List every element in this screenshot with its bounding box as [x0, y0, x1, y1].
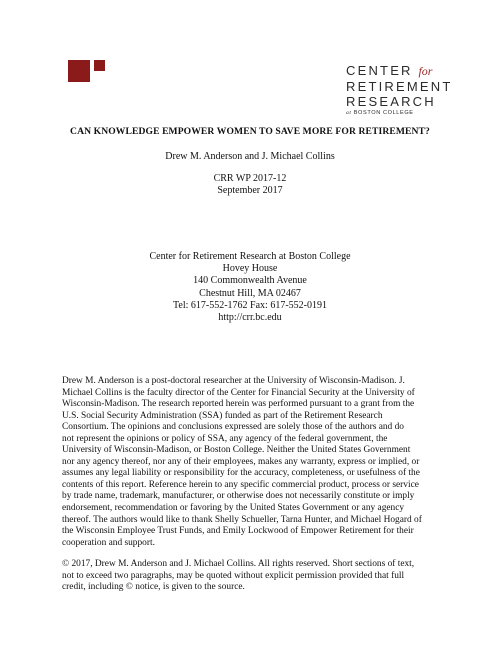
logo-squares [68, 58, 108, 82]
address-url: http://crr.bc.edu [218, 312, 282, 324]
address-line: 140 Commonwealth Avenue [193, 275, 307, 287]
paragraph-line: thereof. The authors would like to thank Shelly Schueller, Tarna Hunter, and Michael Hogard of [62, 514, 422, 525]
copyright-paragraph [62, 559, 442, 594]
logo-subline: at BOSTON COLLEGE [346, 110, 414, 116]
logo-square-small [94, 60, 105, 71]
crr-logo [346, 63, 453, 117]
paragraph-line: Michael Collins is the faculty director of the Center for Financial Security at the University of [62, 387, 415, 398]
paragraph-line: endorsement, recommendation or favoring by the United States Government or any agency [62, 503, 405, 514]
address-phone-fax: Tel: 617-552-1762 Fax: 617-552-0191 [172, 299, 327, 311]
working-paper-number: CRR WP 2017-12 [213, 173, 287, 184]
paragraph-line: Consortium. The opinions and conclusions expressed are solely those of the authors and do [62, 422, 404, 433]
paragraph-line: contents of this report. Reference herein to any specific commercial product, process or service [62, 479, 419, 490]
paragraph-line: the Wisconsin Employee Trust Funds, and Emily Lockwood of Empower Retirement for their [62, 526, 414, 537]
logo-square-large [68, 60, 90, 82]
paragraph-line: Wisconsin-Madison. The research reported herein was performed pursuant to a grant from the [62, 399, 415, 410]
paragraph-line: nor any agency thereof, nor any of their employees, makes any warranty, express or implied, or [62, 456, 420, 467]
paragraph-line: not represent the opinions or policy of SSA, any agency of the federal government, the [62, 433, 388, 444]
paragraph-line: University of Wisconsin-Madison, or Boston College. Neither the United States Government [62, 445, 411, 456]
paragraph-line: © 2017, Drew M. Anderson and J. Michael Collins. All rights reserved. Short sections of text, [62, 559, 415, 569]
paragraph-line: credit, including © notice, is given to the source. [62, 582, 245, 593]
working-paper-date: September 2017 [217, 185, 283, 196]
paragraph-line: not to exceed two paragraphs, may be quoted without explicit permission provided that full [62, 570, 405, 581]
working-paper-info [0, 173, 500, 197]
address-line: Hovey House [222, 263, 278, 275]
paragraph-line: Drew M. Anderson is a post-doctoral researcher at the University of Wisconsin-Madison. J. [62, 376, 405, 386]
paragraph-line: assumes any legal liability or responsibility for the accuracy, completeness, or usefulness of the [62, 468, 420, 479]
logo-line-3: RESEARCH [346, 94, 436, 109]
paragraph-line: cooperation and support. [62, 537, 155, 548]
paragraph-line: U.S. Social Security Administration (SSA) funded as part of the Retirement Research [62, 410, 383, 421]
address-line: Center for Retirement Research at Boston College [149, 251, 351, 262]
center-address [0, 251, 500, 324]
authors: Drew M. Anderson and J. Michael Collins [165, 151, 335, 162]
paper-title: CAN KNOWLEDGE EMPOWER WOMEN TO SAVE MORE FOR RETIREMENT? [70, 126, 430, 137]
address-line: Chestnut Hill, MA 02467 [199, 287, 301, 299]
logo-line-1: CENTER for [346, 63, 433, 78]
paragraph-line: by trade name, trademark, manufacturer, or otherwise does not necessarily constitute or imply [62, 491, 415, 502]
disclaimer-paragraph [62, 376, 442, 549]
logo-line-2: RETIREMENT [346, 79, 453, 94]
